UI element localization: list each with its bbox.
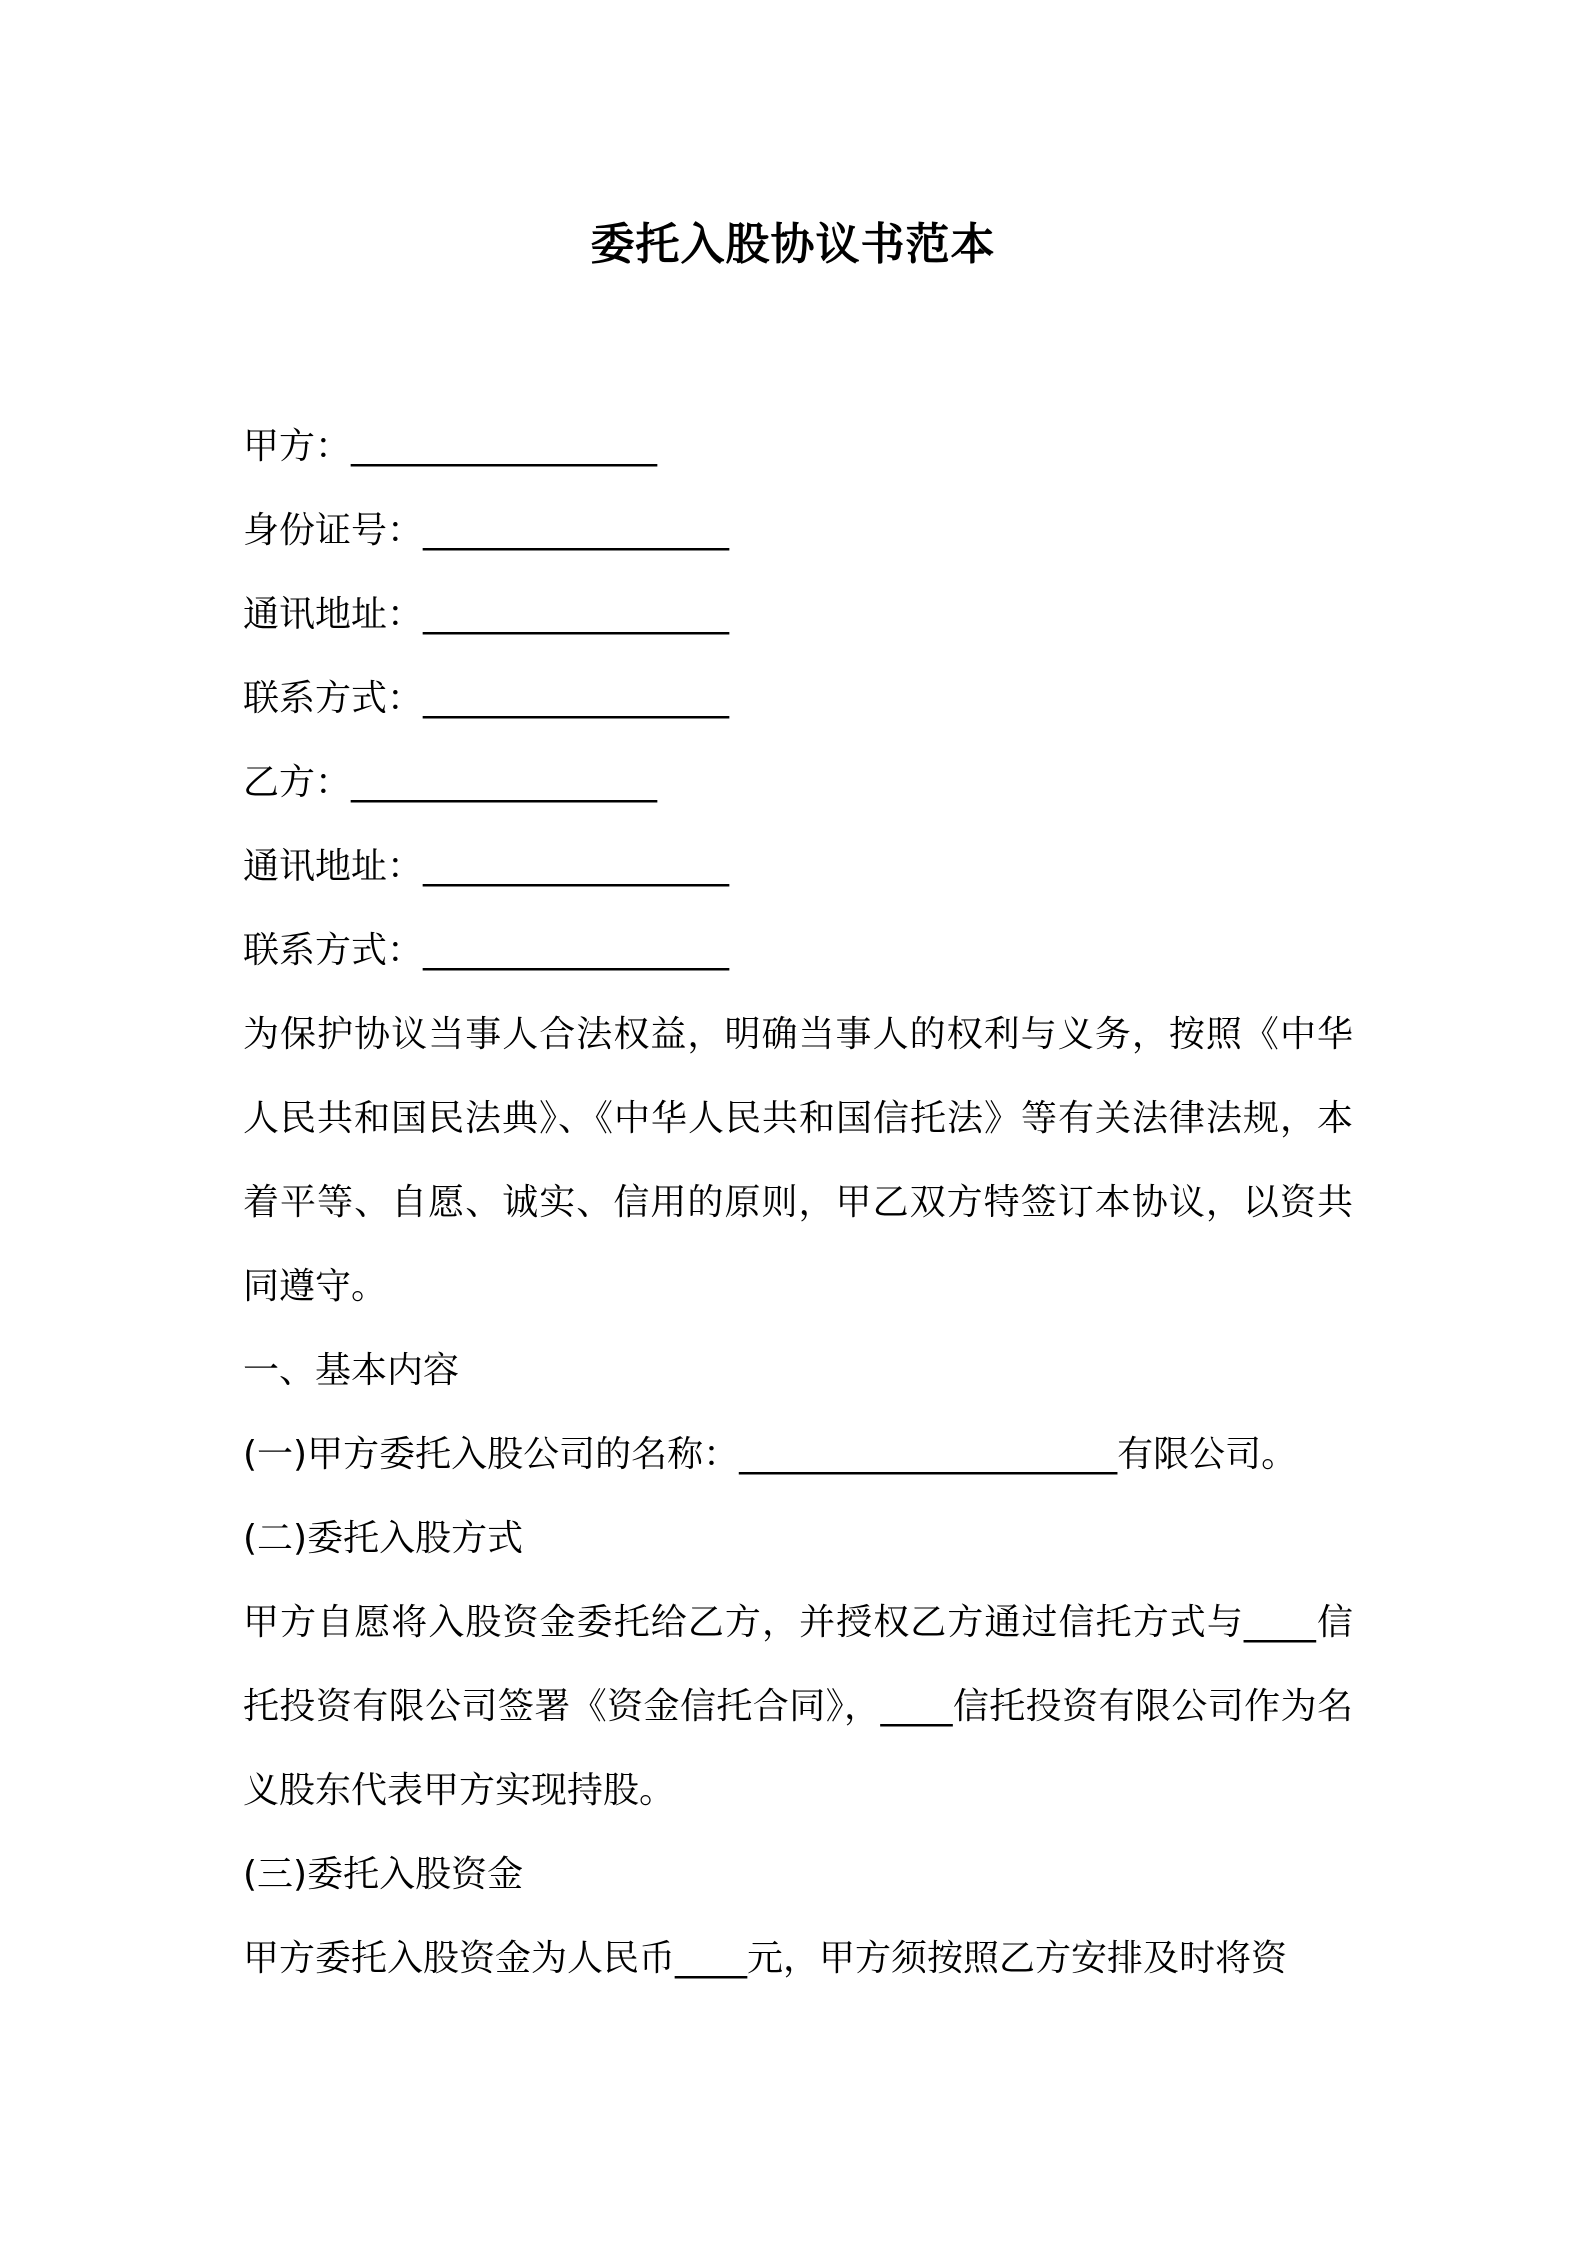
address-b-label: 通讯地址： — [243, 846, 424, 887]
contact-b-field — [243, 909, 1353, 993]
id-number-field — [243, 489, 1353, 573]
address-a-blank: _________________ — [423, 594, 730, 635]
item-2-body: 甲方自愿将入股资金委托给乙方，并授权乙方通过信托方式与____信托投资有限公司签署《资金信托合同》，____信托投资有限公司作为名义股东代表甲方实现持股。 — [243, 1602, 1353, 1811]
contact-b-blank: _________________ — [423, 930, 730, 971]
item-2-heading: (二)委托入股方式 — [243, 1518, 524, 1559]
section-1-heading: 一、基本内容 — [243, 1350, 460, 1391]
party-a-blank: _________________ — [351, 426, 658, 467]
document-body — [243, 405, 1353, 2001]
document-title: 委托入股协议书范本 — [590, 219, 996, 270]
contact-a-field — [243, 657, 1353, 741]
party-b-field — [243, 741, 1353, 825]
item-3-heading: (三)委托入股资金 — [243, 1854, 524, 1895]
id-number-label: 身份证号： — [243, 510, 424, 551]
id-number-blank: _________________ — [423, 510, 730, 551]
contact-a-blank: _________________ — [423, 678, 730, 719]
address-b-blank: _________________ — [423, 846, 730, 887]
party-a-field — [243, 405, 1353, 489]
address-a-field — [243, 573, 1353, 657]
item-3-body: 甲方委托入股资金为人民币____元，甲方须按照乙方安排及时将资 — [243, 1938, 1288, 1979]
contact-b-label: 联系方式： — [243, 930, 424, 971]
preamble-paragraph: 为保护协议当事人合法权益，明确当事人的权利与义务，按照《中华人民共和国民法典》、《中华人民共和国信托法》等有关法律法规，本着平等、自愿、诚实、信用的原则，甲乙双方特签订本协议，以资共同遵守。 — [243, 1014, 1353, 1307]
party-a-label: 甲方： — [243, 426, 352, 467]
address-b-field — [243, 825, 1353, 909]
address-a-label: 通讯地址： — [243, 594, 424, 635]
item-1-company-name: (一)甲方委托入股公司的名称：_____________________有限公司。 — [243, 1434, 1298, 1475]
party-b-label: 乙方： — [243, 762, 352, 803]
contact-a-label: 联系方式： — [243, 678, 424, 719]
party-b-blank: _________________ — [351, 762, 658, 803]
